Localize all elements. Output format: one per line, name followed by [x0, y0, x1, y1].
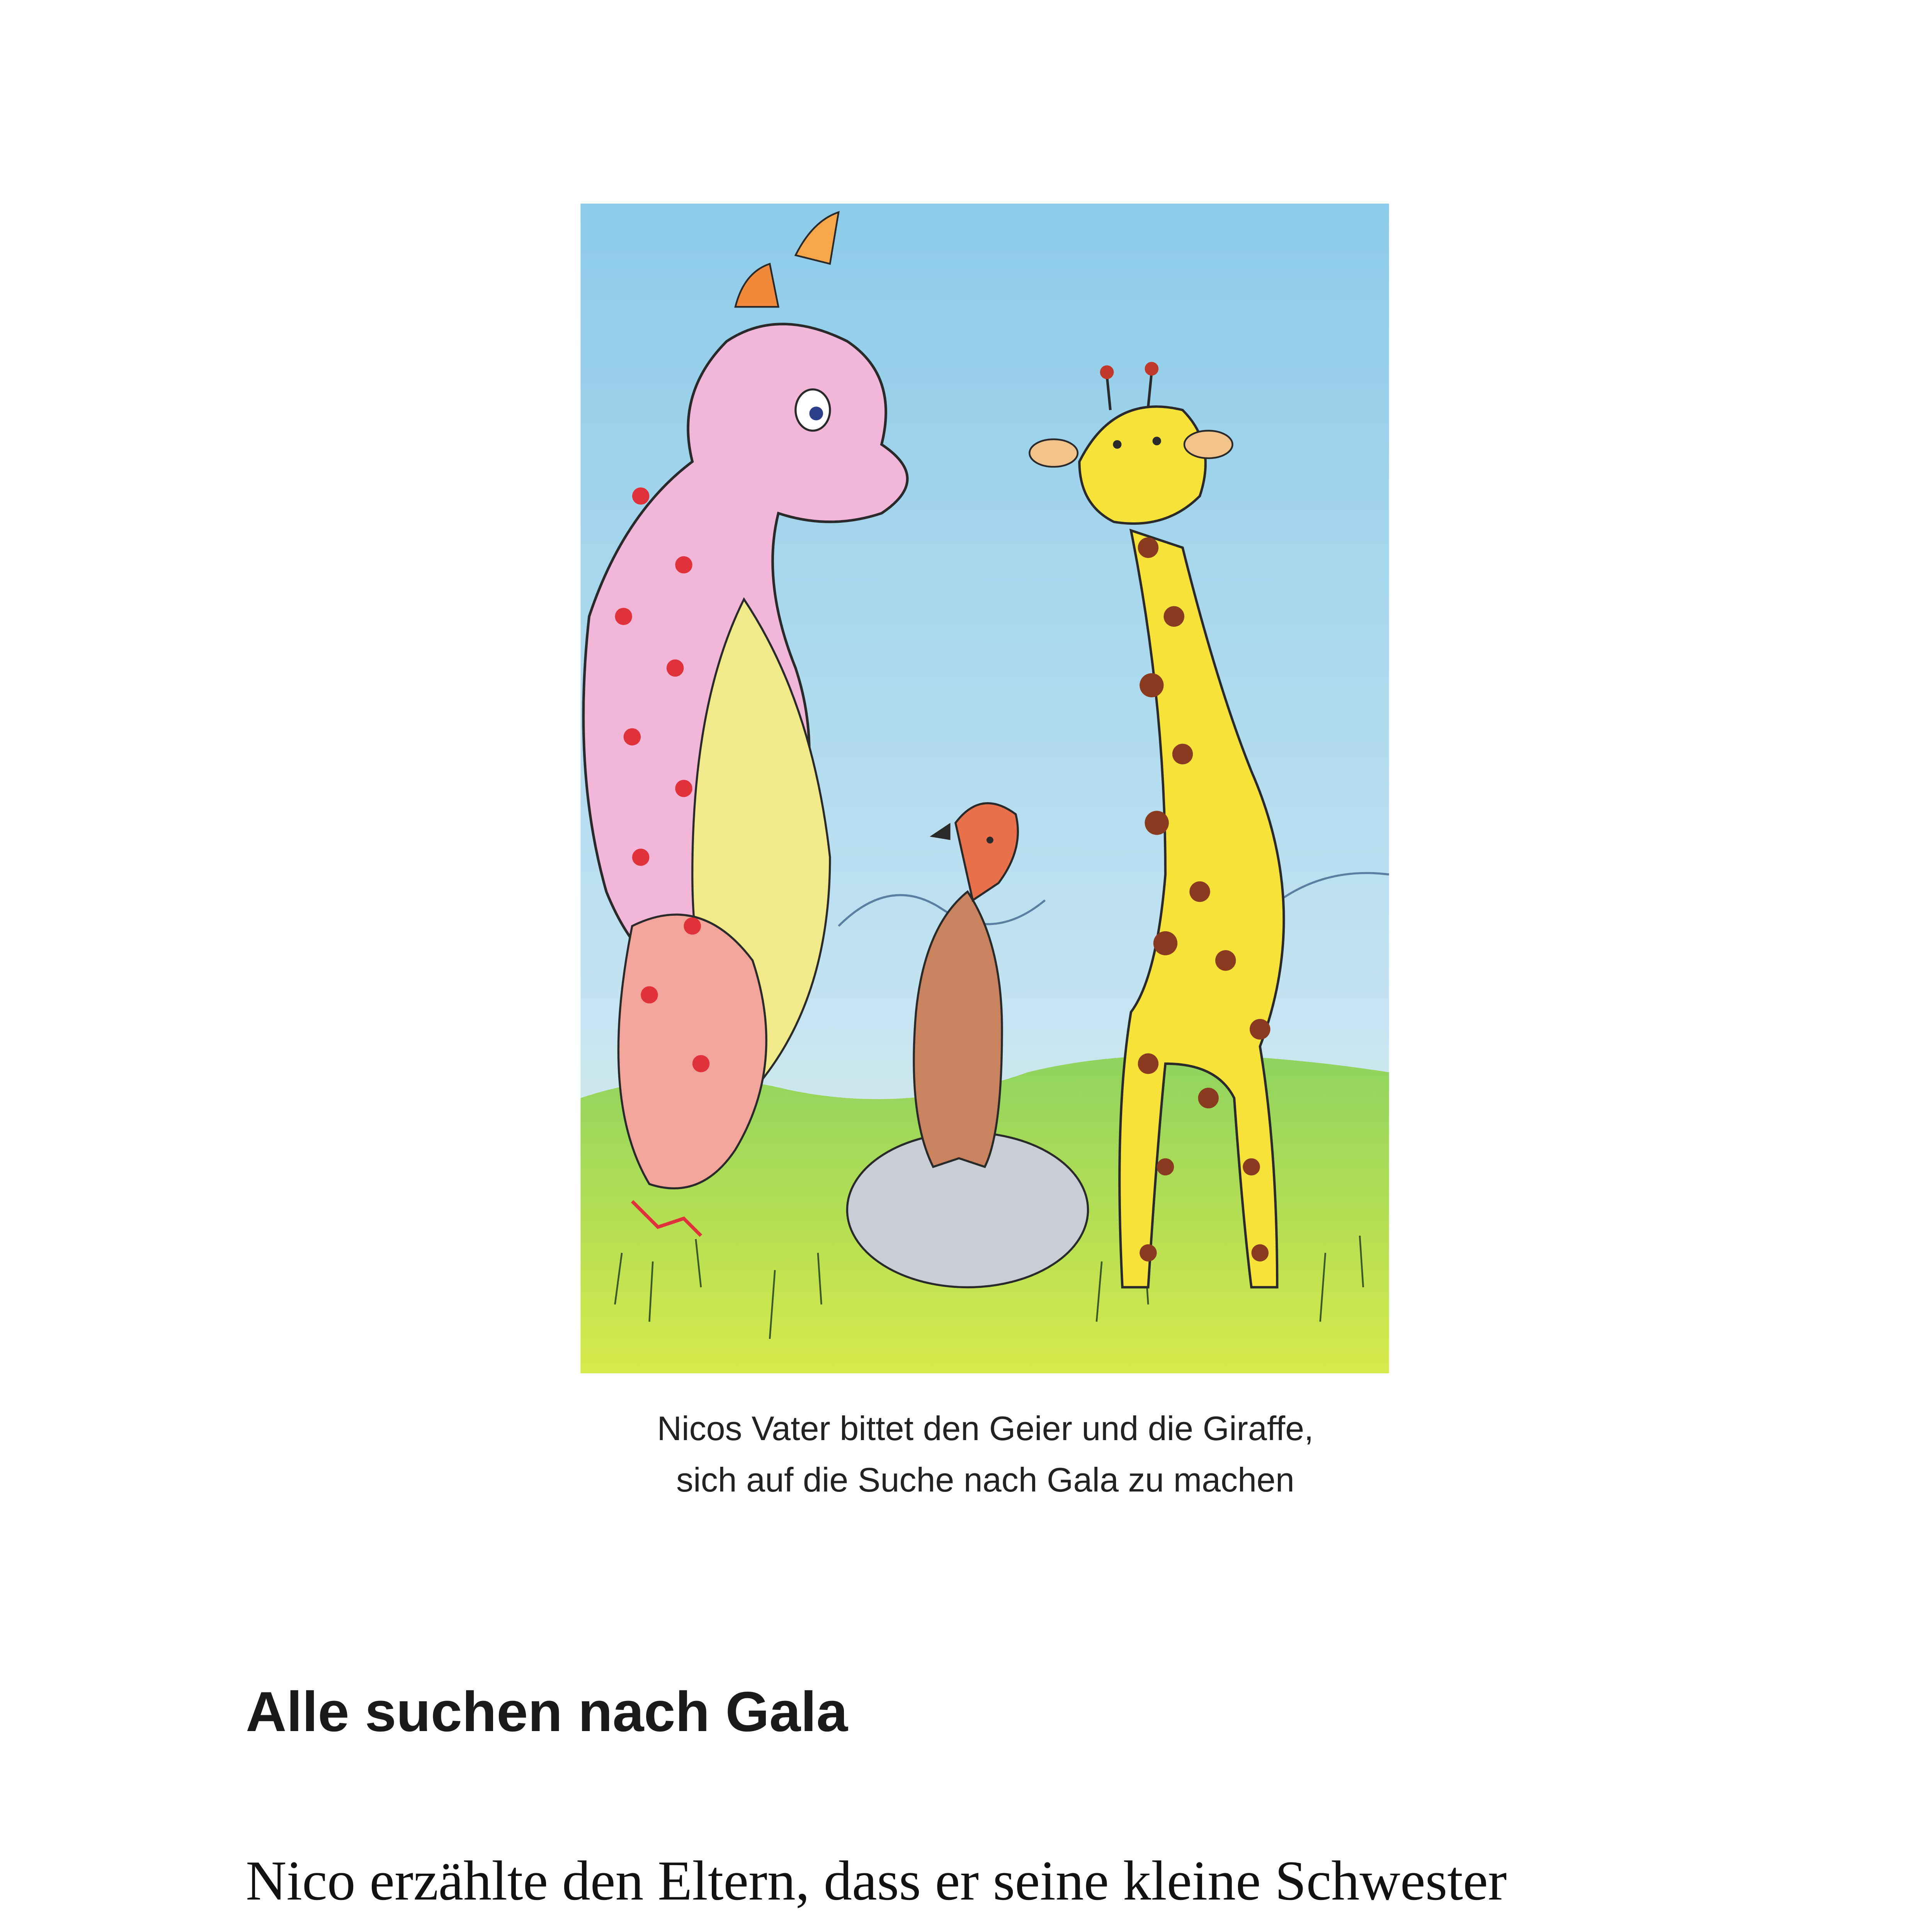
caption-line: Nicos Vater bittet den Geier und die Giraffe, [657, 1409, 1314, 1447]
illustration-caption [502, 1403, 1468, 1505]
chapter-heading: Alle suchen nach Gala [246, 1680, 848, 1743]
caption-line: sich auf die Suche nach Gala zu machen [676, 1461, 1294, 1499]
watercolor-painting [580, 204, 1389, 1373]
illustration [580, 204, 1389, 1373]
body-line: Nico erzählte den Eltern, dass er seine kleine Schwester [246, 1849, 1507, 1912]
body-paragraph [246, 1839, 1753, 1932]
body-line [246, 1922, 1753, 1932]
